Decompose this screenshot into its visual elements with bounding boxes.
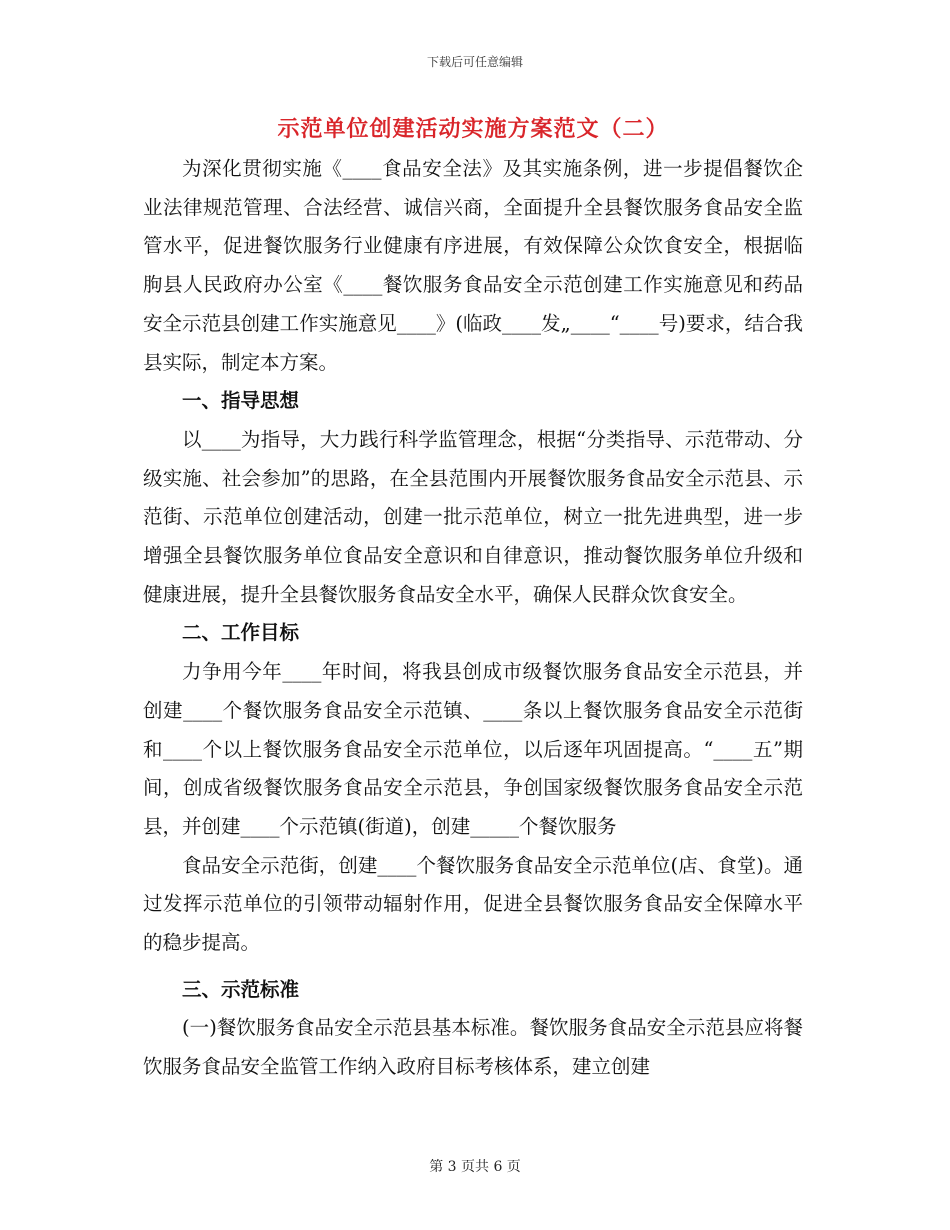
work-goals-paragraph: 力争用今年____年时间，将我县创成市级餐饮服务食品安全示范县，并创建____个餐饮服务食品安全示范镇、____条以上餐饮服务食品安全示范街和____个以上餐饮服务食品安全示范单位，以后逐年巩固提高。“____五”期间，创成省级餐饮服务食品安全示范县，争创国家级餐饮服务食品安全示范县，并创建____个示范镇(街道)，创建_____个餐饮服务 [143, 660, 803, 838]
work-goals-paragraph-continued: 食品安全示范街，创建____个餐饮服务食品安全示范单位(店、食堂)。通过发挥示范单位的引领带动辐射作用，促进全县餐饮服务食品安全保障水平的稳步提高。 [143, 853, 803, 955]
guiding-ideology-paragraph: 以____为指导，大力践行科学监管理念，根据“分类指导、示范带动、分级实施、社会参加”的思路，在全县范围内开展餐饮服务食品安全示范县、示范街、示范单位创建活动，创建一批示范单位，树立一批先进典型，进一步增强全县餐饮服务单位食品安全意识和自律意识，推动餐饮服务单位升级和健康进展，提升全县餐饮服务食品安全水平，确保人民群众饮食安全。 [143, 427, 803, 606]
download-note: 下载后可任意编辑 [426, 55, 523, 69]
section-heading-demo-standards: 三、示范标准 [182, 977, 300, 1001]
demo-standards-paragraph: (一)餐饮服务食品安全示范县基本标准。餐饮服务食品安全示范县应将餐饮服务食品安全监管工作纳入政府目标考核体系，建立创建 [143, 1016, 803, 1079]
page-number: 第 3 页共 6 页 [429, 1159, 521, 1175]
spacer [143, 963, 803, 971]
section-heading-guiding-ideology: 一、指导思想 [182, 389, 300, 413]
intro-paragraph: 为深化贯彻实施《____食品安全法》及其实施条例，进一步提倡餐饮企业法律规范管理、合法经营、诚信兴商，全面提升全县餐饮服务食品安全监管水平，促进餐饮服务行业健康有序进展，有效保障公众饮食安全，根据临朐县人民政府办公室《____餐饮服务食品安全示范创建工作实施意见和药品安全示范县创建工作实施意见____》(临政____发„____“____号)要求，结合我县实际，制定本方案。 [143, 157, 803, 374]
section-heading-work-goals: 二、工作目标 [182, 621, 300, 645]
document-body [143, 112, 803, 1087]
document-title: 示范单位创建活动实施方案范文（二） [277, 116, 669, 142]
